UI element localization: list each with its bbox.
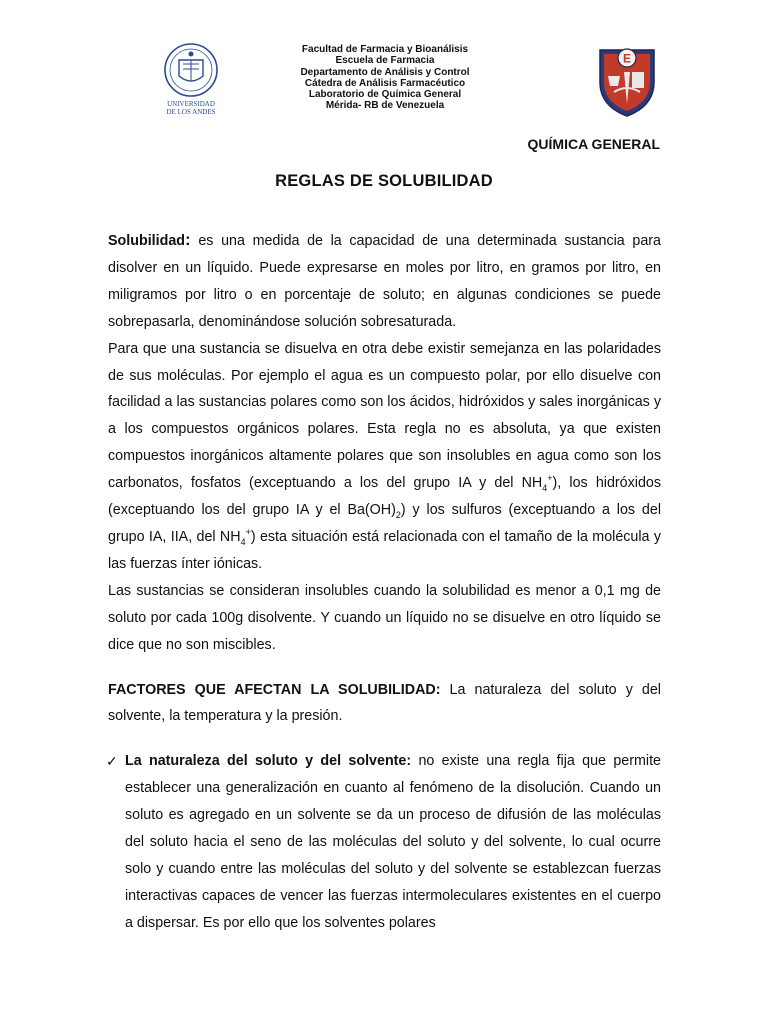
polarity-text-c: ) y los sulfuros (exceptuando a los del grupo IA, IIA, del NH — [108, 502, 661, 545]
nh4-superscript: + — [547, 473, 553, 484]
polarity-paragraph — [108, 336, 661, 578]
header-line-department: Departamento de Análisis y Control — [300, 66, 470, 78]
polarity-text-b: ), los hidróxidos (exceptuando los del grupo IA y el Ba(OH) — [108, 475, 661, 519]
shield-letter: E — [622, 51, 632, 66]
solubility-text: es una medida de la capacidad de una determinada sustancia para disolver en un líquido. Puede expresarse en moles por litro, en gramos por litro, en miligramos por litro o en porcentaje de soluto; en algunas condiciones se puede sobrepasarla, denominándose solución sobresaturada. — [108, 233, 661, 330]
header-line-school: Escuela de Farmacia — [335, 55, 435, 67]
bullet-nature-solute-solvent — [108, 748, 661, 936]
header-line-location: Mérida- RB de Venezuela — [325, 100, 445, 112]
solubility-definition — [108, 227, 661, 336]
factors-paragraph — [108, 677, 661, 731]
university-logo — [160, 42, 222, 118]
solubility-term: Solubilidad — [108, 233, 186, 249]
bullet-text: no existe una regla fija que permite establecer una generalización en cuanto al fenómeno de la disolución. Cuando un soluto es agregado en un solvente se da un proceso de difusión de las moléculas del soluto hacia el seno de las moléculas del soluto y del solvente, lo cual ocurre solo y cuando entre las moléculas del soluto y del solvente se establezcan fuerzas interactivas capaces de vencer las fuerzas intermoleculares existentes en el cuerpo a dispersar. Es por ello que los solventes polares — [125, 753, 661, 931]
header-line-faculty: Facultad de Farmacia y Bioanálisis — [301, 44, 469, 55]
nh4-superscript-2: + — [245, 527, 251, 538]
solubility-colon: : — [185, 230, 191, 249]
header-line-lab: Laboratorio de Química General — [308, 89, 462, 101]
polarity-text-d: ) esta situación está relacionada con el tamaño de la molécula y las fuerzas ínter iónicas. — [108, 528, 661, 572]
course-label: QUÍMICA GENERAL — [527, 136, 660, 152]
pharmacy-shield-logo — [594, 42, 660, 118]
institution-header — [270, 44, 500, 112]
document-body — [108, 227, 661, 937]
bullet-heading: La naturaleza del soluto y del solvente: — [125, 753, 412, 770]
logo-left-line-2: DE LOS ANDES — [166, 108, 216, 116]
insolubility-paragraph: Las sustancias se consideran insolubles cuando la solubilidad es menor a 0,1 mg de soluto por cada 100g disolvente. Y cuando un líquido no se disuelve en otro líquido se dice que no son miscibles. — [108, 582, 661, 653]
page-title: REGLAS DE SOLUBILIDAD — [275, 172, 493, 190]
baoh2-subscript: 2 — [395, 509, 401, 520]
factors-text: La naturaleza del soluto y del solvente, la temperatura y la presión. — [108, 681, 661, 725]
header-line-chair: Cátedra de Análisis Farmacéutico — [304, 77, 466, 89]
polarity-text-a: Para que una sustancia se disuelva en otra debe existir semejanza en las polaridades de sus moléculas. Por ejemplo el agua es un compuesto polar, por ello disuelve con facilidad a las sustancias polares como son los ácidos, hidróxidos y sales inorgánicas y a los compuestos orgánicos polares. Esta regla no es absoluta, ya que existen compuestos inorgánicos altamente polares que son insolubles en agua como son los carbonatos, fosfatos (exceptuando a los del grupo IA y del NH — [108, 340, 661, 492]
nh4-subscript-2: 4 — [240, 536, 246, 547]
logo-left-line-1: UNIVERSIDAD — [167, 100, 215, 108]
checkmark-icon: ✓ — [106, 753, 118, 770]
factors-heading: FACTORES QUE AFECTAN LA SOLUBILIDAD: — [108, 681, 441, 698]
nh4-subscript: 4 — [542, 483, 548, 494]
